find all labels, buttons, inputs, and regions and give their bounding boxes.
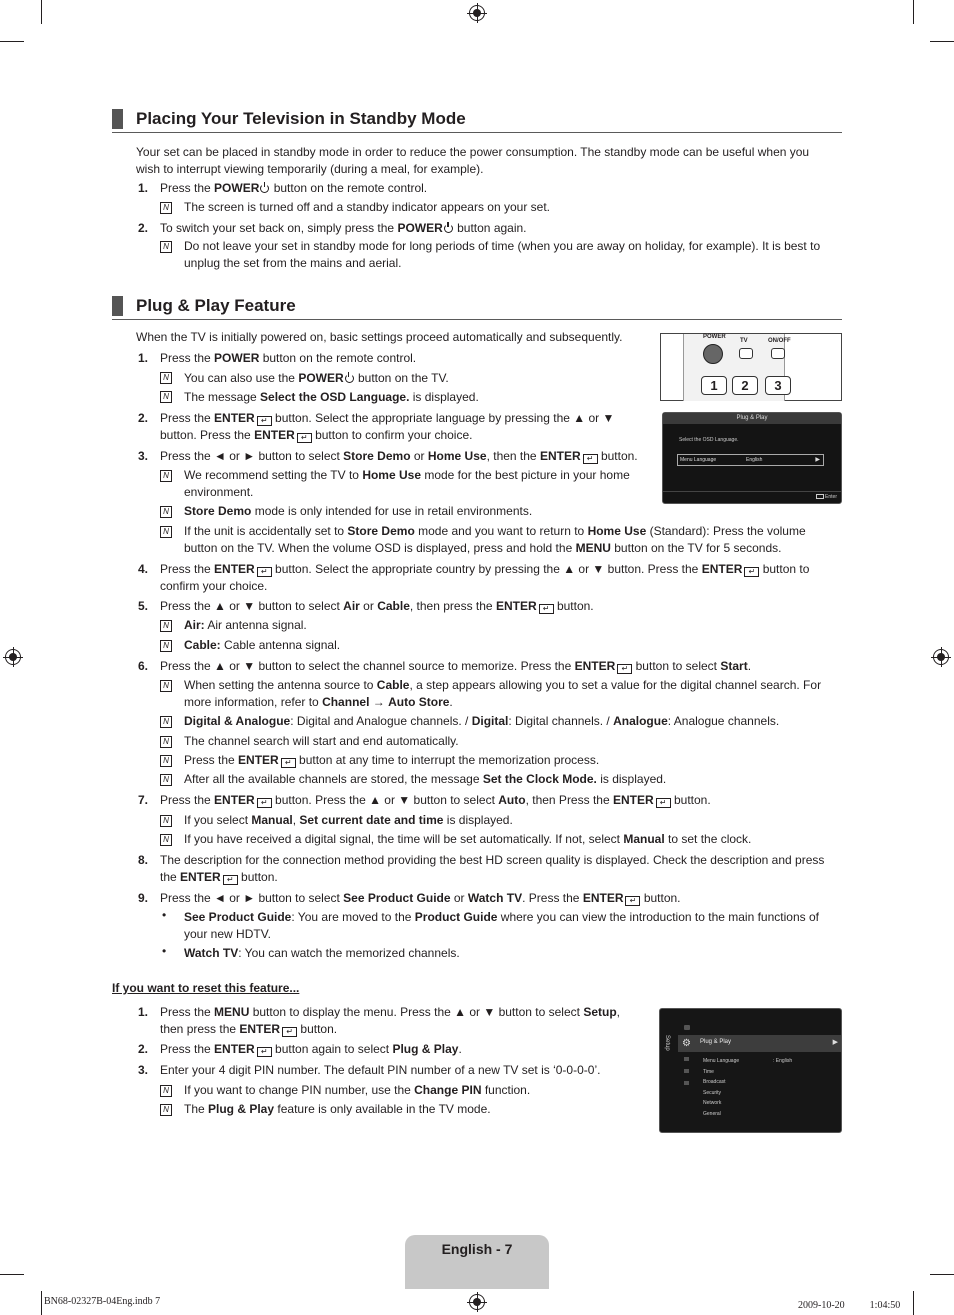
standby-intro: Your set can be placed in standby mode in order to reduce the power consumption. The standby mode can be useful when you wish to interrupt viewing temporarily (during a meal, for example).: [136, 145, 810, 176]
remote-onoff-button[interactable]: [771, 348, 785, 359]
osd-setup-side-label: Setup: [664, 1035, 670, 1051]
menu-icon: [684, 1081, 689, 1085]
menu-icon: [684, 1069, 689, 1073]
enter-icon: ↵: [223, 875, 238, 885]
pp-step-6: Press the ▲ or ▼ button to select the channel source to memorize. Press the ENTER ↵ button to select Start.: [160, 659, 752, 673]
enter-icon: ↵: [257, 416, 272, 426]
pp-step-8: The description for the connection method providing the best HD screen quality is displayed. Check the description and press the ENTER ↵ button.: [160, 853, 825, 884]
note-icon: N: [160, 640, 172, 652]
registration-mark-icon: [469, 5, 485, 21]
crop-mark: [41, 1291, 42, 1315]
reset-step-3: Enter your 4 digit PIN number. The default PIN number of a new TV set is ‘0-0-0-0’.: [160, 1063, 601, 1077]
osd-item[interactable]: General: [703, 1110, 721, 1117]
section-title-plug-play: Plug & Play Feature: [112, 295, 842, 320]
menu-icon: [684, 1057, 689, 1061]
registration-mark-icon: [5, 649, 21, 665]
note-icon: N: [160, 1085, 172, 1097]
enter-icon: ↵: [583, 454, 598, 464]
power-icon: [260, 184, 269, 193]
plug-play-intro: When the TV is initially powered on, basic settings proceed automatically and subsequently.: [136, 330, 623, 344]
note-icon: N: [160, 506, 172, 518]
registration-mark-icon: [933, 649, 949, 665]
remote-key-3[interactable]: 3: [765, 376, 791, 395]
menu-icon: [684, 1025, 690, 1030]
remote-key-1[interactable]: 1: [701, 376, 727, 395]
note-icon: N: [160, 470, 172, 482]
osd-item[interactable]: Menu Language: [703, 1058, 740, 1064]
gear-icon: ⚙: [682, 1038, 691, 1049]
pp-step-3: Press the ◄ or ► button to select Store Demo or Home Use, then the ENTER ↵ button.: [160, 449, 638, 463]
crop-mark: [913, 0, 914, 24]
standby-note-1: The screen is turned off and a standby indicator appears on your set.: [184, 200, 550, 214]
pp-step-1: Press the POWER button on the remote control.: [160, 351, 417, 365]
osd-menu-value: : English: [773, 1058, 793, 1064]
crop-mark: [0, 41, 24, 42]
enter-icon: ↵: [282, 1027, 297, 1037]
step-number: 2.: [137, 221, 148, 235]
note-icon: N: [160, 815, 172, 827]
reset-subheading: If you want to reset this feature...: [112, 981, 300, 995]
arrow-right-icon: ▶: [815, 457, 820, 463]
enter-icon: ↵: [297, 433, 312, 443]
pp-step-2: Press the ENTER ↵ button. Select the appropriate language by pressing the ▲ or ▼ button. Press the ENTER ↵ button to confirm your choice.: [160, 411, 615, 442]
note-icon: N: [160, 202, 172, 214]
remote-tv-label: TV: [740, 338, 748, 344]
enter-icon: ↵: [617, 664, 632, 674]
remote-key-2[interactable]: 2: [732, 376, 758, 395]
note-icon: N: [160, 834, 172, 846]
osd-prompt: Select the OSD Language.: [679, 437, 739, 443]
remote-tv-button[interactable]: [739, 348, 753, 359]
note-icon: N: [160, 391, 172, 403]
step-number: 1.: [137, 181, 148, 195]
standby-step-2: To switch your set back on, simply press the POWER button again.: [160, 221, 527, 235]
note-icon: N: [160, 241, 172, 253]
power-icon: [345, 374, 354, 383]
note-icon: N: [160, 716, 172, 728]
crop-mark: [41, 0, 42, 24]
crop-mark: [0, 1274, 24, 1275]
note-icon: N: [160, 1104, 172, 1116]
reset-step-2: Press the ENTER ↵ button again to select Plug & Play.: [160, 1042, 462, 1056]
section-title-standby: Placing Your Television in Standby Mode: [112, 108, 842, 133]
arrow-right-icon: ▶: [832, 1039, 838, 1046]
note-icon: N: [160, 774, 172, 786]
osd-setup-items: [703, 1056, 739, 1119]
enter-icon: ↵: [257, 567, 272, 577]
remote-illustration: [660, 333, 842, 401]
pp-step-9: Press the ◄ or ► button to select See Product Guide or Watch TV. Press the ENTER ↵ button.: [160, 891, 681, 905]
enter-icon: ↵: [281, 758, 296, 768]
enter-icon: ↵: [539, 604, 554, 614]
reset-step-1: Press the MENU button to display the menu. Press the ▲ or ▼ button to select Setup, then press the ENTER ↵ button.: [160, 1005, 620, 1036]
standby-step-1: Press the POWER button on the remote control.: [160, 181, 428, 195]
osd-setup-menu: [659, 1008, 842, 1133]
remote-power-button[interactable]: [703, 344, 723, 364]
registration-mark-icon: [469, 1294, 485, 1310]
date-slug: 2009-10-20 1:04:50: [798, 1300, 901, 1311]
power-icon: [444, 224, 453, 233]
remote-power-label: POWER: [703, 334, 726, 340]
enter-icon: ↵: [257, 798, 272, 808]
note-icon: N: [160, 755, 172, 767]
page-number: English - 7: [441, 1241, 513, 1257]
osd-item[interactable]: Network: [703, 1100, 722, 1106]
pp-step-4: Press the ENTER ↵ button. Select the appropriate country by pressing the ▲ or ▼ button. Press the ENTER ↵ button to confirm your choice.: [160, 562, 810, 593]
osd-item[interactable]: Broadcast: [703, 1079, 726, 1085]
note-icon: N: [160, 620, 172, 632]
osd-menu-language-row[interactable]: Menu Language English ▶: [677, 454, 824, 466]
crop-mark: [930, 1274, 954, 1275]
pp-step-5: Press the ▲ or ▼ button to select Air or Cable, then press the ENTER ↵ button.: [160, 599, 594, 613]
osd-enter-hint: Enter: [814, 494, 837, 500]
osd-item[interactable]: Time: [703, 1068, 714, 1075]
pp-step-7: Press the ENTER ↵ button. Press the ▲ or ▼ button to select Auto, then Press the ENTER ↵ button.: [160, 793, 711, 807]
note-icon: N: [160, 372, 172, 384]
enter-icon: ↵: [257, 1047, 272, 1057]
note-icon: N: [160, 736, 172, 748]
crop-mark: [913, 1291, 914, 1315]
note-icon: N: [160, 680, 172, 692]
remote-onoff-label: ON/OFF: [768, 338, 791, 344]
osd-plug-play-row[interactable]: ⚙ Plug & Play ▶: [678, 1035, 841, 1052]
osd-title: Plug & Play: [663, 413, 841, 424]
enter-icon: ↵: [625, 896, 640, 906]
standby-note-2: Do not leave your set in standby mode for long periods of time (when you are away on holiday, for example). It is best to unplug the set from the mains and aerial.: [184, 239, 821, 270]
file-slug: BN68-02327B-04Eng.indb 7: [44, 1296, 161, 1307]
enter-icon: ↵: [744, 567, 759, 577]
note-icon: N: [160, 526, 172, 538]
osd-item[interactable]: Security: [703, 1089, 722, 1096]
crop-mark: [930, 41, 954, 42]
osd-plug-play-screen: [662, 412, 842, 504]
enter-icon: ↵: [656, 798, 671, 808]
page-number-tab: [405, 1235, 549, 1289]
